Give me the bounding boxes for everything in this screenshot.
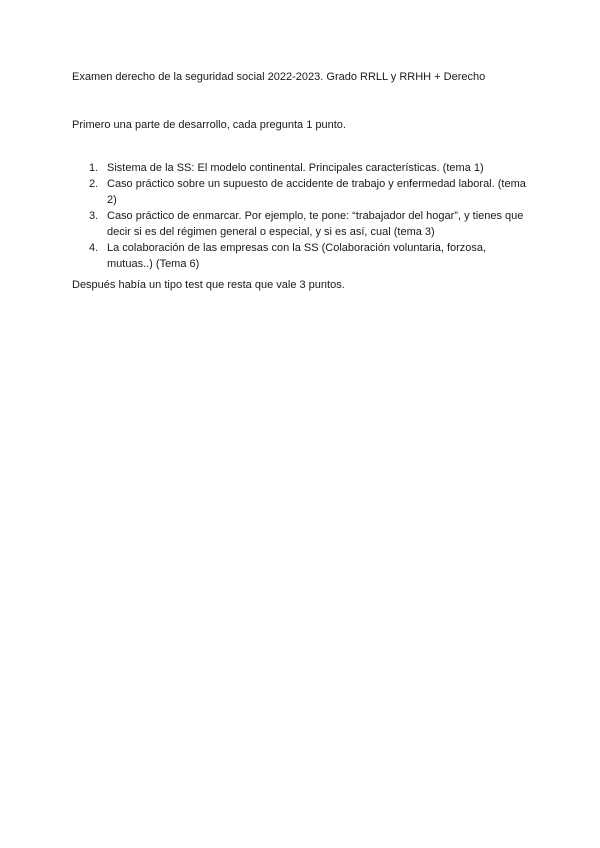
document-title: Examen derecho de la seguridad social 2022-2023. Grado RRLL y RRHH + Derecho <box>72 71 486 83</box>
intro-paragraph: Primero una parte de desarrollo, cada pregunta 1 punto. <box>72 119 346 131</box>
list-item-text: La colaboración de las empresas con la SS (Colaboración voluntaria, forzosa, mutuas..) (Tema 6) <box>107 242 487 270</box>
list-item <box>72 176 532 208</box>
list-item <box>72 208 532 240</box>
list-item-number: 1. <box>89 162 99 174</box>
list-item <box>72 160 532 176</box>
list-item <box>72 240 532 272</box>
list-item-number: 2. <box>89 178 99 190</box>
list-item-number: 3. <box>89 210 99 222</box>
list-item-number: 4. <box>89 242 99 254</box>
closing-paragraph: Después había un tipo test que resta que vale 3 puntos. <box>72 279 345 291</box>
list-item-text: Caso práctico sobre un supuesto de accidente de trabajo y enfermedad laboral. (tema 2) <box>107 178 526 206</box>
list-item-text: Sistema de la SS: El modelo continental. Principales características. (tema 1) <box>107 162 484 174</box>
question-list <box>72 160 532 272</box>
list-item-text: Caso práctico de enmarcar. Por ejemplo, te pone: “trabajador del hogar”, y tienes que decir si es del régimen general o especial, y si es así, cual (tema 3) <box>107 210 524 238</box>
